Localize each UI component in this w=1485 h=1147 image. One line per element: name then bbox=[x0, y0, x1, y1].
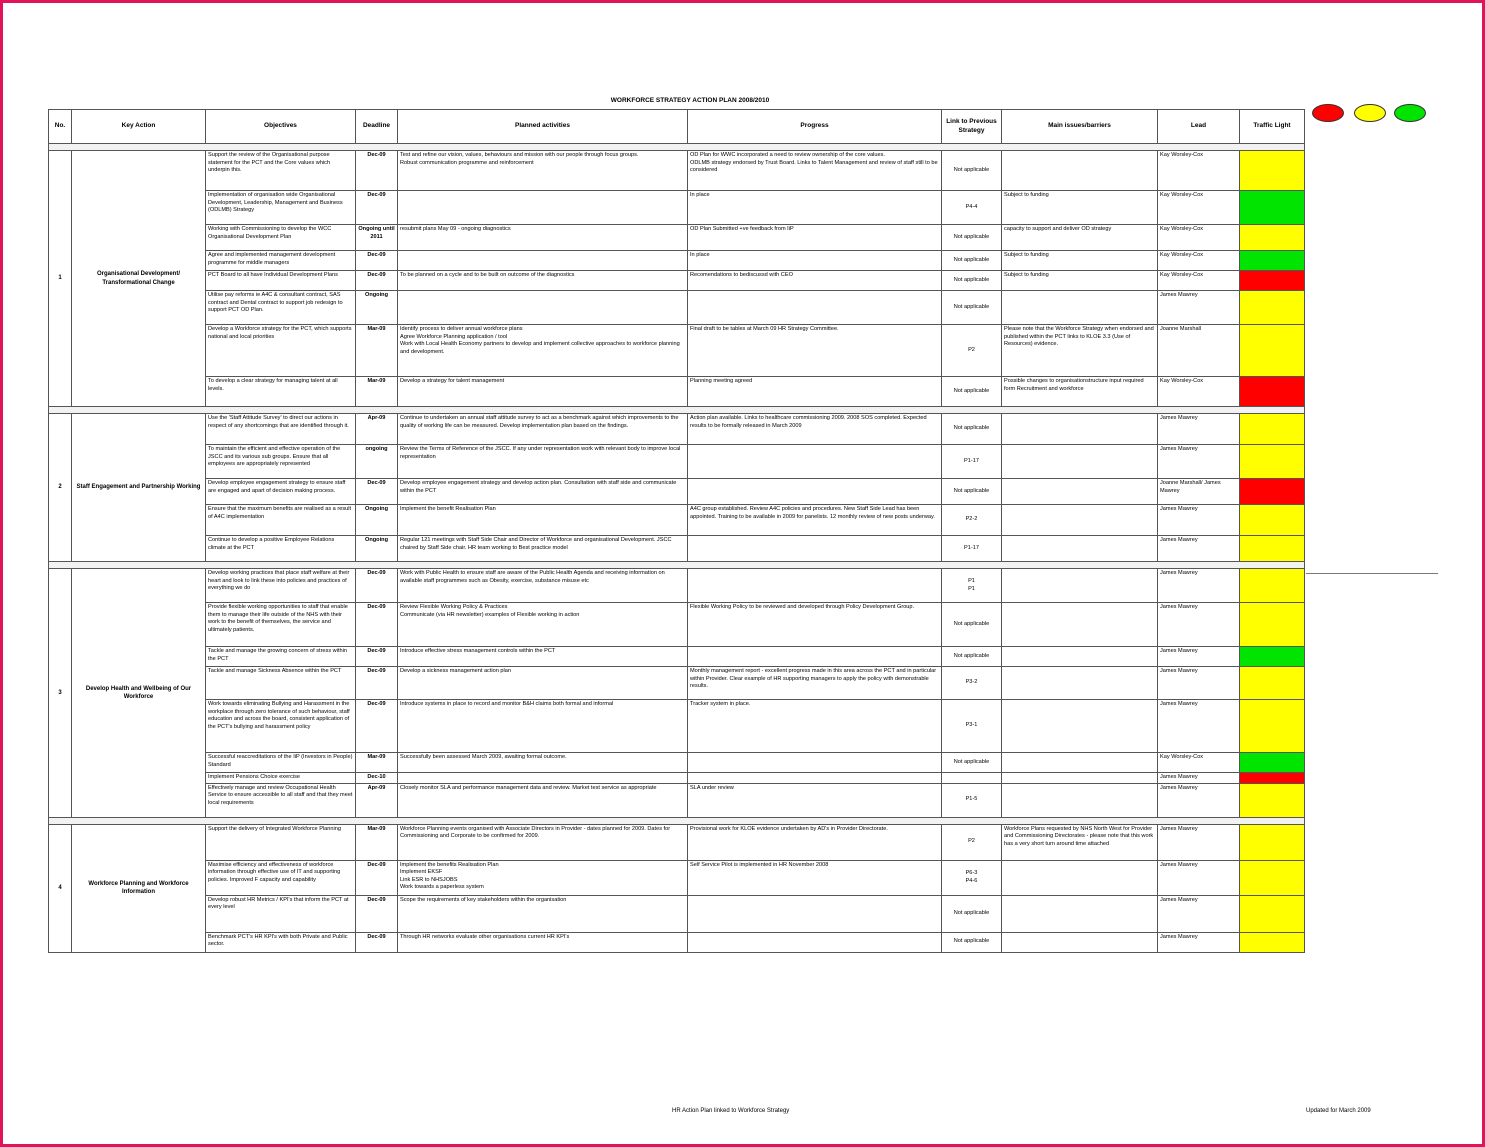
link-cell: Not applicable bbox=[942, 647, 1002, 667]
table-row bbox=[49, 860, 1305, 895]
objective-cell: Implement Pensions Choice exercise bbox=[206, 773, 356, 784]
deadline-cell: Mar-09 bbox=[356, 824, 398, 860]
issues-cell: capacity to support and deliver OD strategy bbox=[1002, 225, 1158, 251]
issues-cell bbox=[1002, 783, 1158, 817]
footer-right: Updated for March 2009 bbox=[1306, 1108, 1371, 1114]
deadline-cell: Dec-09 bbox=[356, 700, 398, 753]
link-cell: P1-17 bbox=[942, 536, 1002, 562]
traffic-light-cell bbox=[1240, 445, 1305, 479]
deadline-cell: Dec-09 bbox=[356, 151, 398, 191]
lead-cell: James Mawrey bbox=[1158, 505, 1240, 536]
planned-activity-cell: Successfully been assessed March 2009, awaiting formal outcome. bbox=[398, 753, 688, 773]
lead-cell: James Mawrey bbox=[1158, 932, 1240, 952]
planned-activity-cell: Develop employee engagement strategy and develop action plan. Consultation with staff side and communicate within the PCT bbox=[398, 479, 688, 505]
deadline-cell: Dec-09 bbox=[356, 603, 398, 647]
progress-cell: OD Plan Submitted +ve feedback from IiP bbox=[688, 225, 942, 251]
progress-cell: In place bbox=[688, 191, 942, 225]
planned-activity-cell: Develop a sickness management action plan bbox=[398, 667, 688, 700]
table-row bbox=[49, 700, 1305, 753]
key-action: Staff Engagement and Partnership Working bbox=[72, 414, 206, 562]
progress-cell: Self Service Pilot is implemented in HR November 2008 bbox=[688, 860, 942, 895]
link-cell: Not applicable bbox=[942, 225, 1002, 251]
traffic-light-cell bbox=[1240, 860, 1305, 895]
table-row bbox=[49, 536, 1305, 562]
deadline-cell: Ongoing until 2011 bbox=[356, 225, 398, 251]
objective-cell: Working with Commissioning to develop the WCC Organisational Development Plan bbox=[206, 225, 356, 251]
objective-cell: Work towards eliminating Bullying and Harassment in the workplace through zero tolerance of such behaviour, staff education and across the board, consistent application of the PCT's bullying and harassment policy bbox=[206, 700, 356, 753]
link-cell: Not applicable bbox=[942, 479, 1002, 505]
planned-activity-cell: Through HR networks evaluate other organisations current HR KPI's bbox=[398, 932, 688, 952]
link-cell: P1 P1 bbox=[942, 569, 1002, 603]
issues-cell bbox=[1002, 860, 1158, 895]
deadline-cell: Dec-09 bbox=[356, 667, 398, 700]
issues-cell: Subject to funding bbox=[1002, 271, 1158, 291]
link-cell: Not applicable bbox=[942, 271, 1002, 291]
planned-activity-cell: Implement the benefit Realisation Plan bbox=[398, 505, 688, 536]
planned-activity-cell: Develop a strategy for talent management bbox=[398, 377, 688, 407]
section-number: 1 bbox=[49, 151, 72, 407]
action-plan-table bbox=[48, 109, 1305, 953]
progress-cell bbox=[688, 479, 942, 505]
key-action: Workforce Planning and Workforce Information bbox=[72, 824, 206, 952]
lead-cell: James Mawrey bbox=[1158, 860, 1240, 895]
table-row bbox=[49, 414, 1305, 445]
table-row bbox=[49, 445, 1305, 479]
issues-cell bbox=[1002, 667, 1158, 700]
objective-cell: To maintain the efficient and effective operation of the JSCC and its various sub groups. Ensure that all employees are appropriately represented bbox=[206, 445, 356, 479]
lead-cell: James Mawrey bbox=[1158, 783, 1240, 817]
planned-activity-cell: Workforce Planning events organised with Associate Directors in Provider - dates planned for 2009. Dates for Commissioning and Corporate to be confirmed for 2009. bbox=[398, 824, 688, 860]
footer-center: HR Action Plan linked to Workforce Strategy bbox=[672, 1108, 790, 1114]
link-cell: P1-17 bbox=[942, 445, 1002, 479]
traffic-light-cell bbox=[1240, 824, 1305, 860]
objective-cell: Tackle and manage the growing concern of stress within the PCT bbox=[206, 647, 356, 667]
link-cell: Not applicable bbox=[942, 603, 1002, 647]
progress-cell bbox=[688, 647, 942, 667]
deadline-cell: Dec-09 bbox=[356, 271, 398, 291]
issues-cell bbox=[1002, 151, 1158, 191]
planned-activity-cell: Review Flexible Working Policy & Practices Communicate (via HR newsletter) examples of Flexible working in action bbox=[398, 603, 688, 647]
progress-cell bbox=[688, 895, 942, 932]
yellow-light-icon bbox=[1354, 104, 1386, 122]
table-row bbox=[49, 753, 1305, 773]
planned-activity-cell: resubmit plans May 09 - ongoing diagnostics bbox=[398, 225, 688, 251]
deadline-cell: Ongoing bbox=[356, 505, 398, 536]
progress-cell: Monthly management report - excellent progress made in this area across the PCT and in particular within Provider. Clear example of HR supporting managers to apply the policy with demonstrable results. bbox=[688, 667, 942, 700]
objective-cell: Provide flexible working opportunities to staff that enable them to manage their life outside of the NHS with their work to the benefit of themselves, the service and ultimately patients. bbox=[206, 603, 356, 647]
objective-cell: Support the review of the Organisational purpose statement for the PCT and the Core values which underpin this. bbox=[206, 151, 356, 191]
deadline-cell: Dec-09 bbox=[356, 569, 398, 603]
deadline-cell: Dec-09 bbox=[356, 191, 398, 225]
traffic-light-cell bbox=[1240, 647, 1305, 667]
traffic-light-cell bbox=[1240, 325, 1305, 377]
section-number: 3 bbox=[49, 569, 72, 818]
deadline-cell: Ongoing bbox=[356, 291, 398, 325]
traffic-light-cell bbox=[1240, 479, 1305, 505]
objective-cell: Benchmark PCT's HR KPI's with both Private and Public sector. bbox=[206, 932, 356, 952]
spacer-cell bbox=[49, 407, 1305, 414]
traffic-light-cell bbox=[1240, 667, 1305, 700]
objective-cell: Develop a Workforce strategy for the PCT, which supports national and local priorities bbox=[206, 325, 356, 377]
link-cell: P4-4 bbox=[942, 191, 1002, 225]
link-cell: Not applicable bbox=[942, 151, 1002, 191]
link-cell: Not applicable bbox=[942, 895, 1002, 932]
key-action: Develop Health and Wellbeing of Our Workforce bbox=[72, 569, 206, 818]
deadline-cell: Apr-09 bbox=[356, 414, 398, 445]
traffic-light-cell bbox=[1240, 773, 1305, 784]
objective-cell: Support the delivery of Integrated Workforce Planning bbox=[206, 824, 356, 860]
issues-cell bbox=[1002, 895, 1158, 932]
header-issues: Main issues/barriers bbox=[1002, 110, 1158, 144]
deadline-cell: Dec-10 bbox=[356, 773, 398, 784]
planned-activity-cell: Identify process to deliver annual workforce plans Agree Workforce Planning application / tool Work with Local Health Economy partners to develop and implement collective approaches to workforce planning and development. bbox=[398, 325, 688, 377]
objective-cell: Utilise pay reforms ie A4C & consultant contract, SAS contract and Dental contract to support job redesign to support PCT OD Plan. bbox=[206, 291, 356, 325]
deadline-cell: Dec-09 bbox=[356, 860, 398, 895]
progress-cell bbox=[688, 932, 942, 952]
traffic-light-cell bbox=[1240, 291, 1305, 325]
spacer-cell bbox=[49, 817, 1305, 824]
objective-cell: Implementation of organisation wide Organisational Development, Leadership, Management and Business (ODLMB) Strategy bbox=[206, 191, 356, 225]
header-planned-activities: Planned activities bbox=[398, 110, 688, 144]
table-row bbox=[49, 505, 1305, 536]
deadline-cell: Dec-09 bbox=[356, 932, 398, 952]
section-spacer bbox=[49, 817, 1305, 824]
deadline-cell: Mar-09 bbox=[356, 377, 398, 407]
section-spacer bbox=[49, 407, 1305, 414]
lead-cell: James Mawrey bbox=[1158, 291, 1240, 325]
progress-cell bbox=[688, 291, 942, 325]
issues-cell: Please note that the Workforce Strategy when endorsed and published within the PCT links to KLOE 3.3 (Use of Resources) evidence. bbox=[1002, 325, 1158, 377]
issues-cell: Workforce Plans requested by NHS North West for Provider and Commissioning Directorates - please note that this work has a very short turn around time attached bbox=[1002, 824, 1158, 860]
progress-cell: In place bbox=[688, 251, 942, 271]
table-row bbox=[49, 647, 1305, 667]
lead-cell: Joanne Marshall/ James Mawrey bbox=[1158, 479, 1240, 505]
traffic-light-cell bbox=[1240, 414, 1305, 445]
traffic-light-cell bbox=[1240, 932, 1305, 952]
traffic-light-cell bbox=[1240, 377, 1305, 407]
issues-cell bbox=[1002, 569, 1158, 603]
progress-cell: Action plan available. Links to healthcare commissioning 2009. 2008 SOS completed. Expected results to be formally released in March 2009 bbox=[688, 414, 942, 445]
table-row bbox=[49, 783, 1305, 817]
planned-activity-cell bbox=[398, 251, 688, 271]
objective-cell: Tackle and manage Sickness Absence within the PCT bbox=[206, 667, 356, 700]
issues-cell bbox=[1002, 932, 1158, 952]
objective-cell: Develop working practices that place staff welfare at their heart and look to link these into policies and practices of everything we do bbox=[206, 569, 356, 603]
table-body bbox=[49, 144, 1305, 953]
table-row bbox=[49, 824, 1305, 860]
issues-cell bbox=[1002, 479, 1158, 505]
lead-cell: Kay Worsley-Cox bbox=[1158, 753, 1240, 773]
planned-activity-cell: To be planned on a cycle and to be built on outcome of the diagnostics bbox=[398, 271, 688, 291]
progress-cell: Final draft to be tables at March 09 HR Strategy Committee. bbox=[688, 325, 942, 377]
header-lead: Lead bbox=[1158, 110, 1240, 144]
lead-cell: James Mawrey bbox=[1158, 895, 1240, 932]
deadline-cell: Dec-09 bbox=[356, 895, 398, 932]
lead-cell: Kay Worsley-Cox bbox=[1158, 251, 1240, 271]
progress-cell: Flexible Working Policy to be reviewed and developed through Policy Development Group. bbox=[688, 603, 942, 647]
issues-cell: Subject to funding bbox=[1002, 251, 1158, 271]
objective-cell: Agree and implemented management development programme for middle managers bbox=[206, 251, 356, 271]
deadline-cell: Apr-09 bbox=[356, 783, 398, 817]
objective-cell: Effectively manage and review Occupational Health Service to ensure accessible to all staff and that they meet local requirements bbox=[206, 783, 356, 817]
header-key-action: Key Action bbox=[72, 110, 206, 144]
progress-cell bbox=[688, 445, 942, 479]
table-row bbox=[49, 377, 1305, 407]
section-spacer bbox=[49, 562, 1305, 569]
traffic-light-cell bbox=[1240, 700, 1305, 753]
lead-cell: Joanne Marshall bbox=[1158, 325, 1240, 377]
header-no: No. bbox=[49, 110, 72, 144]
traffic-light-cell bbox=[1240, 225, 1305, 251]
spacer-cell bbox=[49, 562, 1305, 569]
table-row bbox=[49, 325, 1305, 377]
link-cell: Not applicable bbox=[942, 753, 1002, 773]
table-row bbox=[49, 932, 1305, 952]
divider-line bbox=[1306, 573, 1438, 574]
traffic-light-cell bbox=[1240, 151, 1305, 191]
planned-activity-cell: Test and refine our vision, values, behaviours and mission with our people through focus groups. Robust communication programme and reinforcement bbox=[398, 151, 688, 191]
table-row bbox=[49, 251, 1305, 271]
issues-cell bbox=[1002, 291, 1158, 325]
objective-cell: Develop robust HR Metrics / KPI's that inform the PCT at every level bbox=[206, 895, 356, 932]
progress-cell: Planning meeting agreed bbox=[688, 377, 942, 407]
table-row bbox=[49, 225, 1305, 251]
table-row bbox=[49, 773, 1305, 784]
planned-activity-cell: Introduce effective stress management controls within the PCT bbox=[398, 647, 688, 667]
issues-cell bbox=[1002, 505, 1158, 536]
lead-cell: Kay Worsley-Cox bbox=[1158, 225, 1240, 251]
table-row bbox=[49, 291, 1305, 325]
link-cell bbox=[942, 773, 1002, 784]
issues-cell bbox=[1002, 647, 1158, 667]
table-row bbox=[49, 479, 1305, 505]
lead-cell: James Mawrey bbox=[1158, 569, 1240, 603]
document-title: WORKFORCE STRATEGY ACTION PLAN 2008/2010 bbox=[610, 97, 770, 104]
header-progress: Progress bbox=[688, 110, 942, 144]
deadline-cell: Dec-09 bbox=[356, 647, 398, 667]
lead-cell: Kay Worsley-Cox bbox=[1158, 151, 1240, 191]
table-row bbox=[49, 151, 1305, 191]
objective-cell: Maximise efficiency and effectiveness of workforce information through effective use of IT and supporting policies. Improved F capacity and capability bbox=[206, 860, 356, 895]
planned-activity-cell bbox=[398, 191, 688, 225]
header-deadline: Deadline bbox=[356, 110, 398, 144]
deadline-cell: Mar-09 bbox=[356, 753, 398, 773]
lead-cell: Kay Worsley-Cox bbox=[1158, 271, 1240, 291]
section-number: 2 bbox=[49, 414, 72, 562]
link-cell: Not applicable bbox=[942, 377, 1002, 407]
issues-cell bbox=[1002, 536, 1158, 562]
lead-cell: James Mawrey bbox=[1158, 700, 1240, 753]
deadline-cell: ongoing bbox=[356, 445, 398, 479]
progress-cell: OD Plan for WWC incorporated a need to review ownership of the core values. ODLMB strategy endorsed by Trust Board. Links to Talent Management and review of staff still to be considered bbox=[688, 151, 942, 191]
link-cell: P3-2 bbox=[942, 667, 1002, 700]
section-spacer bbox=[49, 144, 1305, 151]
lead-cell: Kay Worsley-Cox bbox=[1158, 191, 1240, 225]
table-row bbox=[49, 271, 1305, 291]
issues-cell bbox=[1002, 773, 1158, 784]
lead-cell: James Mawrey bbox=[1158, 773, 1240, 784]
progress-cell bbox=[688, 773, 942, 784]
objective-cell: Develop employee engagement strategy to ensure staff are engaged and apart of decision making process. bbox=[206, 479, 356, 505]
planned-activity-cell bbox=[398, 291, 688, 325]
green-light-icon bbox=[1394, 104, 1426, 122]
planned-activity-cell: Regular 121 meetings with Staff Side Chair and Director of Workforce and organisational Development. JSCC chaired by Staff Side chair. HR team working to Best practice model bbox=[398, 536, 688, 562]
issues-cell bbox=[1002, 700, 1158, 753]
table-header-row bbox=[49, 110, 1305, 144]
issues-cell: Possible changes to organisationstructure input required form Recruitment and workforce bbox=[1002, 377, 1158, 407]
link-cell: Not applicable bbox=[942, 291, 1002, 325]
red-light-icon bbox=[1312, 104, 1344, 122]
link-cell: P2 bbox=[942, 325, 1002, 377]
link-cell: P2-2 bbox=[942, 505, 1002, 536]
section-number: 4 bbox=[49, 824, 72, 952]
lead-cell: James Mawrey bbox=[1158, 824, 1240, 860]
planned-activity-cell: Introduce systems in place to record and monitor B&H claims both formal and informal bbox=[398, 700, 688, 753]
traffic-light-cell bbox=[1240, 271, 1305, 291]
objective-cell: Continue to develop a positive Employee Relations climate at the PCT bbox=[206, 536, 356, 562]
objective-cell: Successful reaccreditations of the IiP (Investors in People) Standard bbox=[206, 753, 356, 773]
table-row bbox=[49, 895, 1305, 932]
lead-cell: James Mawrey bbox=[1158, 647, 1240, 667]
lead-cell: James Mawrey bbox=[1158, 414, 1240, 445]
planned-activity-cell: Closely monitor SLA and performance management data and review. Market test service as appropriate bbox=[398, 783, 688, 817]
planned-activity-cell: Review the Terms of Reference of the JSCC. If any under representation work with relevant body to improve local representation bbox=[398, 445, 688, 479]
header-objectives: Objectives bbox=[206, 110, 356, 144]
table-row bbox=[49, 667, 1305, 700]
lead-cell: James Mawrey bbox=[1158, 445, 1240, 479]
progress-cell bbox=[688, 536, 942, 562]
planned-activity-cell: Work with Public Health to ensure staff are aware of the Public Health Agenda and receiving information on available staff programmes such as Obesity, exercise, substance misuse etc bbox=[398, 569, 688, 603]
issues-cell bbox=[1002, 445, 1158, 479]
traffic-light-cell bbox=[1240, 505, 1305, 536]
table-row bbox=[49, 191, 1305, 225]
traffic-light-cell bbox=[1240, 251, 1305, 271]
lead-cell: James Mawrey bbox=[1158, 603, 1240, 647]
progress-cell: Tracker system in place. bbox=[688, 700, 942, 753]
progress-cell: Provisional work for KLOE evidence undertaken by AD's in Provider Directorate. bbox=[688, 824, 942, 860]
traffic-light-cell bbox=[1240, 603, 1305, 647]
objective-cell: Ensure that the maximum benefits are realised as a result of A4C implementation bbox=[206, 505, 356, 536]
link-cell: P3-1 bbox=[942, 700, 1002, 753]
traffic-light-cell bbox=[1240, 569, 1305, 603]
spacer-cell bbox=[49, 144, 1305, 151]
deadline-cell: Mar-09 bbox=[356, 325, 398, 377]
table-row bbox=[49, 569, 1305, 603]
key-action: Organisational Development/ Transformational Change bbox=[72, 151, 206, 407]
issues-cell: Subject to funding bbox=[1002, 191, 1158, 225]
link-cell: Not applicable bbox=[942, 932, 1002, 952]
header-link: Link to Previous Strategy bbox=[942, 110, 1002, 144]
traffic-light-cell bbox=[1240, 895, 1305, 932]
deadline-cell: Ongoing bbox=[356, 536, 398, 562]
link-cell: Not applicable bbox=[942, 251, 1002, 271]
link-cell: P2 bbox=[942, 824, 1002, 860]
issues-cell bbox=[1002, 603, 1158, 647]
table-row bbox=[49, 603, 1305, 647]
progress-cell: A4C group established. Review A4C policies and procedures. New Staff Side Lead has been appointed. Training to be available in 2009 for panelists. 12 monthly review of new posts underway. bbox=[688, 505, 942, 536]
link-cell: P1-5 bbox=[942, 783, 1002, 817]
progress-cell bbox=[688, 753, 942, 773]
deadline-cell: Dec-09 bbox=[356, 251, 398, 271]
lead-cell: James Mawrey bbox=[1158, 536, 1240, 562]
planned-activity-cell bbox=[398, 773, 688, 784]
objective-cell: To develop a clear strategy for managing talent at all levels. bbox=[206, 377, 356, 407]
deadline-cell: Dec-09 bbox=[356, 479, 398, 505]
lead-cell: Kay Worsley-Cox bbox=[1158, 377, 1240, 407]
planned-activity-cell: Continue to undertaken an annual staff attitude survey to act as a benchmark against which improvements to the quality of working life can be measured. Develop implementation plan based on the findings. bbox=[398, 414, 688, 445]
link-cell: Not applicable bbox=[942, 414, 1002, 445]
objective-cell: PCT Board to all have Individual Development Plans bbox=[206, 271, 356, 291]
lead-cell: James Mawrey bbox=[1158, 667, 1240, 700]
traffic-light-cell bbox=[1240, 783, 1305, 817]
planned-activity-cell: Implement the benefits Realisation Plan Implement EKSF Link ESR to NHSJOBS Work towards a paperless system bbox=[398, 860, 688, 895]
header-traffic-light: Traffic Light bbox=[1240, 110, 1305, 144]
traffic-light-cell bbox=[1240, 536, 1305, 562]
issues-cell bbox=[1002, 753, 1158, 773]
traffic-light-cell bbox=[1240, 191, 1305, 225]
link-cell: P6-3 P4-6 bbox=[942, 860, 1002, 895]
progress-cell: SLA under review bbox=[688, 783, 942, 817]
traffic-light-cell bbox=[1240, 753, 1305, 773]
issues-cell bbox=[1002, 414, 1158, 445]
progress-cell: Recomendations to bediscussd with CEO bbox=[688, 271, 942, 291]
objective-cell: Use the 'Staff Attitude Survey' to direct our actions in respect of any shortcomings that are identified through it. bbox=[206, 414, 356, 445]
planned-activity-cell: Scope the requirements of key stakeholders within the organisation bbox=[398, 895, 688, 932]
progress-cell bbox=[688, 569, 942, 603]
